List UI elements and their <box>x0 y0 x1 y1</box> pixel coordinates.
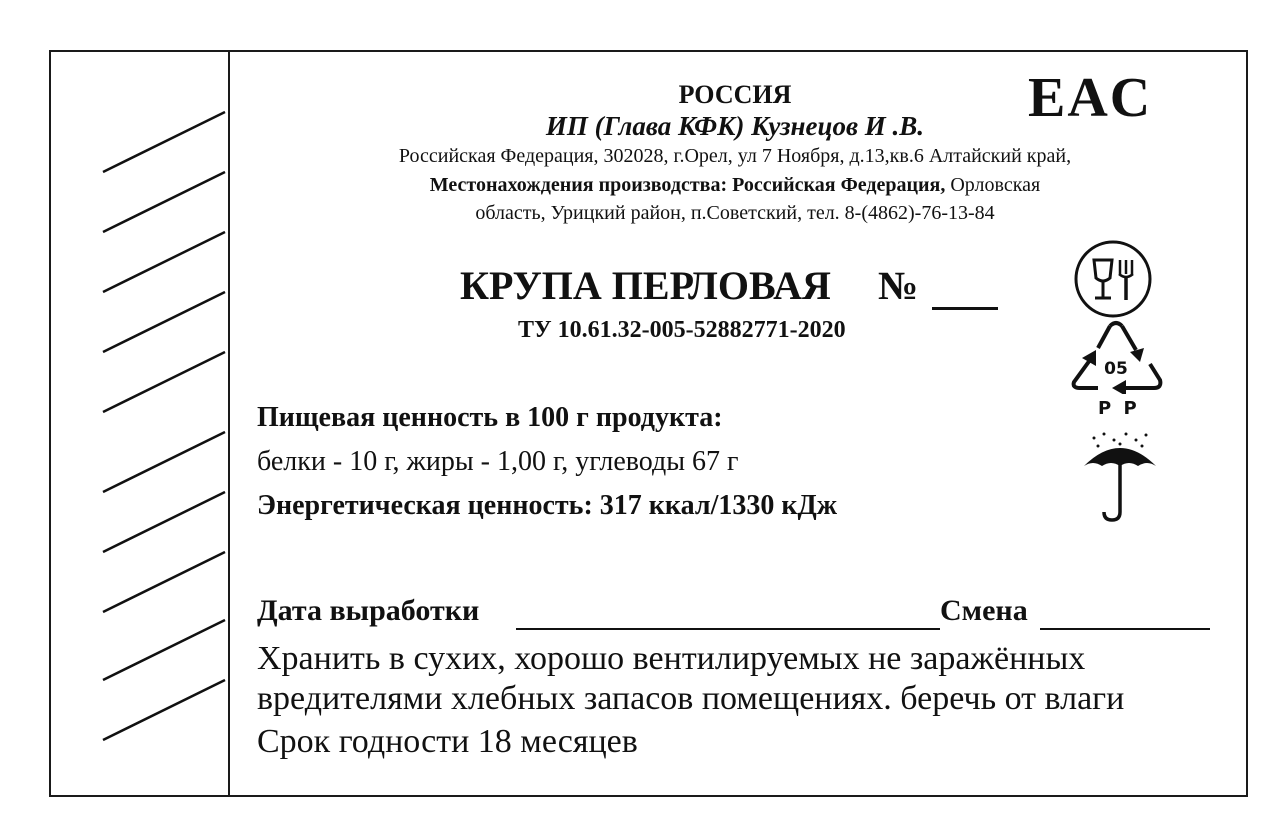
product-number-blank <box>932 307 998 310</box>
shift-label: Смена <box>940 594 1028 627</box>
product-number-label: № <box>878 263 919 308</box>
nutrition-values: белки - 10 г, жиры - 1,00 г, углеводы 67 г <box>257 446 739 477</box>
country-heading: РОССИЯ <box>678 80 792 109</box>
production-location-label: Местонахождения производства: Российская Федерация, <box>429 174 946 196</box>
address-line-3: область, Урицкий район, п.Советский, тел. 8-(4862)-76-13-84 <box>475 202 995 224</box>
energy-value: Энергетическая ценность: 317 ккал/1330 кДж <box>257 490 838 521</box>
shelf-life: Срок годности 18 месяцев <box>257 723 638 760</box>
tech-spec-code: ТУ 10.61.32-005-52882771-2020 <box>518 317 846 343</box>
address-line-2 <box>300 174 1170 197</box>
hatched-tear-strip <box>0 0 230 820</box>
production-date-blank <box>516 628 940 630</box>
nutrition-title: Пищевая ценность в 100 г продукта: <box>257 402 723 433</box>
shift-blank <box>1040 628 1210 630</box>
umbrella-keep-dry-icon <box>1080 428 1160 524</box>
product-name: КРУПА ПЕРЛОВАЯ <box>460 263 831 308</box>
recycle-material: P P <box>1098 398 1140 419</box>
storage-line-1: Хранить в сухих, хорошо вентилируемых не заражённых <box>257 640 1086 677</box>
recycle-pp-icon <box>1068 320 1164 394</box>
address-line-1: Российская Федерация, 302028, г.Орел, ул 7 Ноября, д.13,кв.6 Алтайский край, <box>398 145 1072 167</box>
recycle-code: 05 <box>1104 359 1128 379</box>
eac-mark: EAC <box>1028 67 1153 129</box>
address-line-2-rest: Орловская <box>945 174 1041 196</box>
production-date-label: Дата выработки <box>257 594 480 627</box>
storage-line-2: вредителями хлебных запасов помещениях. беречь от влаги <box>257 680 1125 717</box>
food-contact-icon <box>1072 238 1154 320</box>
company-name: ИП (Глава КФК) Кузнецов И .В. <box>545 111 925 141</box>
